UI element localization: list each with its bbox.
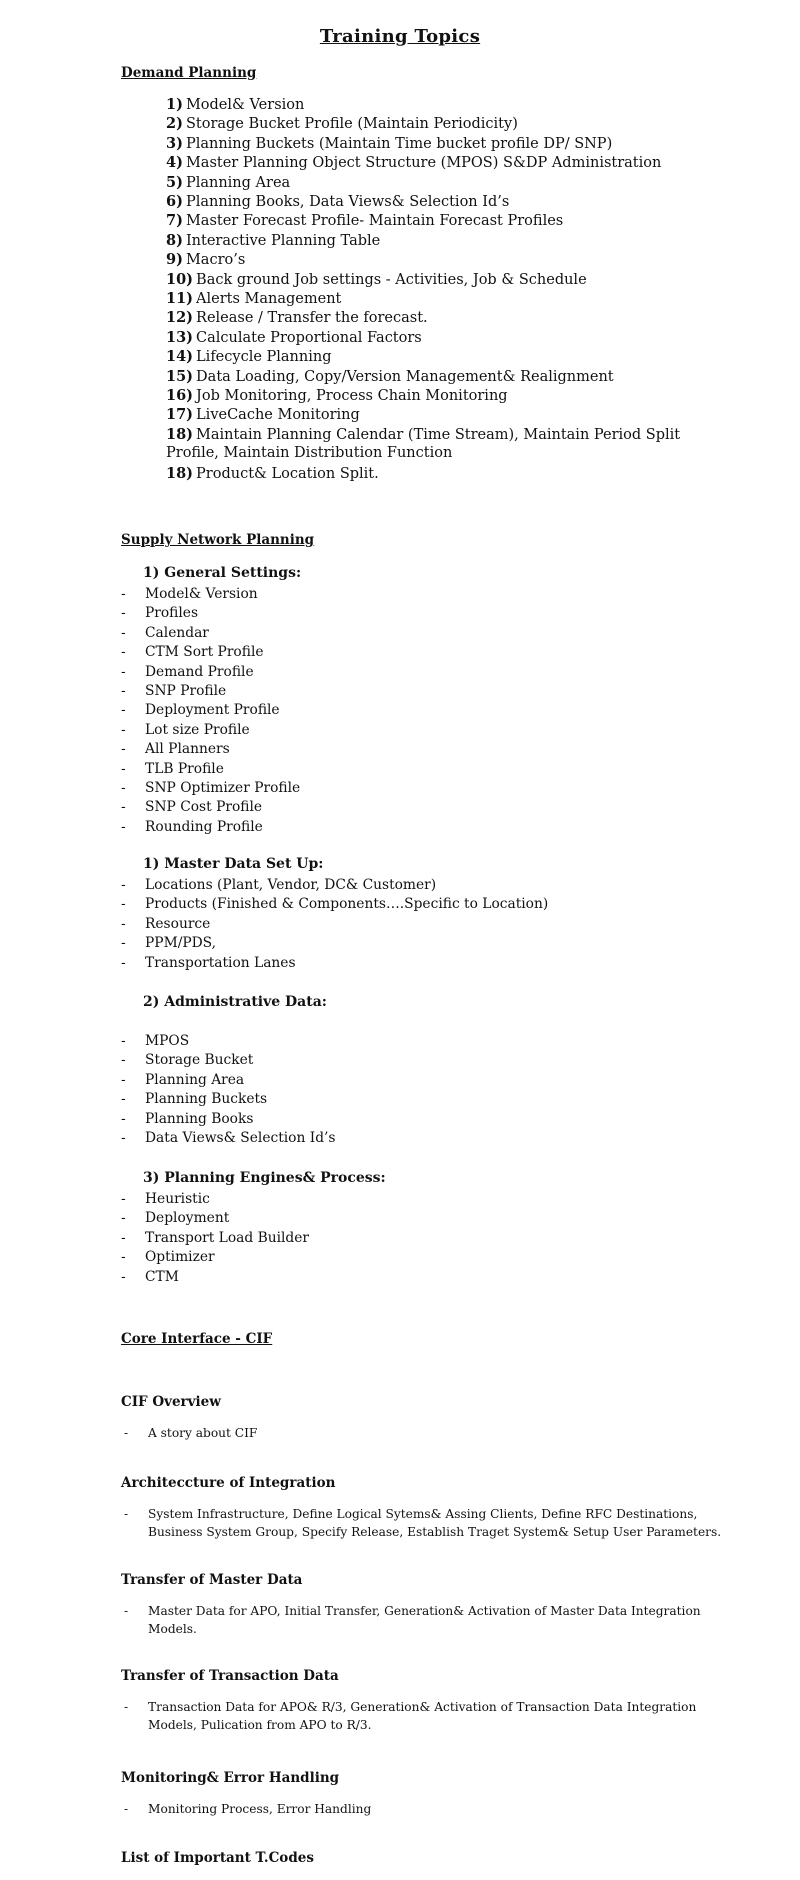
general-settings-item bbox=[121, 798, 262, 817]
item-number: 10) bbox=[166, 270, 194, 288]
demand-planning-item bbox=[166, 464, 379, 484]
item-number: 3) bbox=[166, 134, 183, 152]
demand-planning-item bbox=[166, 347, 332, 367]
item-text: Lifecycle Planning bbox=[196, 349, 332, 366]
dash-bullet: - bbox=[121, 1033, 126, 1049]
list-item-text: Heuristic bbox=[145, 1191, 210, 1207]
item-text: Interactive Planning Table bbox=[185, 232, 381, 249]
dash-bullet: - bbox=[121, 1268, 126, 1285]
item-text: Planning Buckets (Maintain Time bucket profile DP/ SNP) bbox=[185, 135, 613, 152]
dash-bullet: - bbox=[121, 586, 126, 602]
master-data-item bbox=[121, 915, 210, 934]
item-text: Alerts Management bbox=[196, 291, 342, 307]
list-item-text: Lot size Profile bbox=[145, 721, 250, 738]
item-text: Profile, Maintain Distribution Function bbox=[166, 445, 453, 462]
demand-planning-item bbox=[166, 308, 428, 328]
dash-bullet: - bbox=[121, 644, 126, 661]
list-item-text: Products (Finished & Components….Specific to Location) bbox=[145, 896, 549, 913]
item-text: Planning Area bbox=[185, 174, 291, 191]
master-data-item bbox=[121, 934, 216, 953]
item-text: Product& Location Split. bbox=[196, 465, 379, 482]
dash-bullet: - bbox=[121, 721, 126, 738]
list-item-text: Calendar bbox=[145, 624, 209, 641]
general-settings-item bbox=[121, 760, 224, 779]
planning-engines-item bbox=[121, 1209, 229, 1228]
item-text: LiveCache Monitoring bbox=[196, 407, 360, 424]
dash-bullet: - bbox=[121, 1191, 126, 1207]
planning-engines-item bbox=[121, 1190, 210, 1209]
dash-bullet: - bbox=[121, 683, 126, 699]
demand-planning-item bbox=[166, 192, 509, 212]
snp-heading: Supply Network Planning bbox=[121, 532, 315, 548]
general-settings-item bbox=[121, 585, 258, 604]
list-item-text: TLB Profile bbox=[145, 760, 224, 777]
administrative-data-item bbox=[121, 1110, 253, 1129]
cif-section-heading: Transfer of Transaction Data bbox=[121, 1668, 339, 1684]
dash-bullet: - bbox=[121, 896, 126, 913]
general-settings-item bbox=[121, 663, 254, 682]
list-item-text: PPM/PDS, bbox=[145, 935, 217, 952]
cif-line-text: Models. bbox=[148, 1621, 197, 1636]
general-settings-item bbox=[121, 624, 209, 643]
item-number: 18) bbox=[166, 425, 194, 443]
list-item-text: SNP Profile bbox=[145, 683, 227, 699]
list-item-text: Optimizer bbox=[145, 1249, 215, 1266]
list-item-text: Resource bbox=[145, 915, 211, 932]
dash-bullet: - bbox=[121, 954, 126, 971]
list-item-text: CTM Sort Profile bbox=[145, 644, 264, 661]
dash-bullet: - bbox=[121, 1229, 126, 1246]
list-item-text: Transport Load Builder bbox=[145, 1229, 310, 1246]
demand-planning-item bbox=[166, 328, 422, 348]
general-settings-item bbox=[121, 779, 300, 798]
item-text: Planning Books, Data Views& Selection Id’s bbox=[185, 194, 510, 210]
general-settings-item bbox=[121, 682, 226, 701]
item-number: 1) bbox=[166, 96, 183, 113]
cif-section-heading: Transfer of Master Data bbox=[121, 1572, 303, 1588]
demand-planning-item bbox=[166, 153, 661, 173]
dash-bullet: - bbox=[121, 663, 126, 680]
dash-bullet: - bbox=[124, 1426, 129, 1440]
demand-planning-item bbox=[166, 134, 612, 154]
list-item-text: Data Views& Selection Id’s bbox=[145, 1130, 336, 1146]
general-settings-item bbox=[121, 721, 250, 740]
list-item-text: Rounding Profile bbox=[145, 818, 263, 835]
demand-planning-item bbox=[166, 386, 508, 406]
item-text: Calculate Proportional Factors bbox=[196, 329, 422, 346]
general-settings-item bbox=[121, 818, 263, 837]
planning-engines-heading: 3) Planning Engines& Process: bbox=[143, 1170, 386, 1186]
general-settings-item bbox=[121, 740, 230, 759]
administrative-data-item bbox=[121, 1051, 253, 1070]
demand-planning-item bbox=[166, 367, 614, 387]
general-settings-item bbox=[121, 604, 198, 623]
demand-planning-item bbox=[166, 114, 518, 134]
planning-engines-item bbox=[121, 1248, 215, 1267]
list-item-text: All Planners bbox=[145, 741, 230, 758]
page-title: Training Topics bbox=[319, 26, 481, 47]
dash-bullet: - bbox=[121, 1091, 126, 1108]
administrative-data-heading: 2) Administrative Data: bbox=[143, 994, 327, 1010]
demand-planning-item bbox=[166, 405, 360, 425]
item-number: 12) bbox=[166, 309, 194, 327]
demand-planning-item bbox=[166, 425, 680, 445]
list-item-text: MPOS bbox=[145, 1033, 190, 1049]
cif-section-heading: Monitoring& Error Handling bbox=[121, 1770, 340, 1786]
general-settings-item bbox=[121, 701, 280, 720]
demand-planning-item bbox=[166, 270, 587, 290]
dash-bullet: - bbox=[121, 935, 126, 952]
list-item-text: Planning Books bbox=[145, 1110, 254, 1127]
cif-section-heading: List of Important T.Codes bbox=[121, 1850, 314, 1866]
master-data-heading: 1) Master Data Set Up: bbox=[143, 856, 324, 872]
dash-bullet: - bbox=[124, 1604, 129, 1618]
administrative-data-item bbox=[121, 1129, 336, 1148]
demand-planning-item bbox=[166, 173, 290, 193]
item-number: 9) bbox=[166, 251, 183, 269]
item-number: 14) bbox=[166, 348, 194, 366]
cif-section-heading: CIF Overview bbox=[121, 1394, 221, 1410]
list-item-text: SNP Cost Profile bbox=[145, 799, 263, 816]
dash-bullet: - bbox=[121, 760, 126, 777]
demand-planning-item bbox=[166, 231, 380, 251]
list-item-text: CTM bbox=[145, 1268, 179, 1285]
item-number: 13) bbox=[166, 328, 194, 346]
item-number: 7) bbox=[166, 212, 183, 230]
list-item-text: Planning Area bbox=[145, 1071, 245, 1088]
cif-line-text: Models, Pulication from APO to R/3. bbox=[148, 1717, 372, 1732]
item-number: 6) bbox=[166, 193, 183, 210]
list-item-text: Deployment Profile bbox=[145, 702, 280, 719]
item-number: 18) bbox=[166, 464, 194, 482]
cif-line-text: System Infrastructure, Define Logical Sytems& Assing Clients, Define RFC Destinations, bbox=[148, 1507, 698, 1521]
item-number: 11) bbox=[166, 290, 194, 307]
cif-line-text: Business System Group, Specify Release, Establish Traget System& Setup User Parameters. bbox=[148, 1524, 722, 1539]
list-item-text: Locations (Plant, Vendor, DC& Customer) bbox=[145, 877, 437, 893]
item-number: 16) bbox=[166, 387, 194, 404]
dash-bullet: - bbox=[121, 877, 126, 893]
demand-planning-item bbox=[166, 289, 341, 309]
item-text: Data Loading, Copy/Version Management& Realignment bbox=[196, 368, 614, 385]
dash-bullet: - bbox=[121, 1052, 126, 1069]
dash-bullet: - bbox=[121, 1249, 126, 1266]
item-text: Back ground Job settings - Activities, Job & Schedule bbox=[196, 271, 587, 288]
item-text: Release / Transfer the forecast. bbox=[196, 310, 428, 327]
item-number: 17) bbox=[166, 406, 194, 424]
dash-bullet: - bbox=[124, 1802, 129, 1816]
item-text: Macro’s bbox=[185, 252, 246, 269]
general-settings-heading: 1) General Settings: bbox=[143, 565, 302, 581]
list-item-text: Deployment bbox=[145, 1210, 230, 1227]
item-text: Master Forecast Profile- Maintain Forecast Profiles bbox=[185, 213, 564, 230]
dash-bullet: - bbox=[124, 1507, 129, 1521]
cif-line-text: A story about CIF bbox=[148, 1426, 258, 1440]
item-number: 4) bbox=[166, 154, 183, 172]
cif-line-text: Transaction Data for APO& R/3, Generation& Activation of Transaction Data Integration bbox=[148, 1700, 697, 1714]
list-item-text: Profiles bbox=[145, 605, 199, 622]
general-settings-item bbox=[121, 643, 264, 662]
item-text: Job Monitoring, Process Chain Monitoring bbox=[196, 388, 508, 404]
dash-bullet: - bbox=[121, 780, 126, 796]
item-text: Maintain Planning Calendar (Time Stream), Maintain Period Split bbox=[196, 426, 681, 443]
dash-bullet: - bbox=[121, 624, 126, 641]
demand-planning-heading: Demand Planning bbox=[121, 65, 257, 81]
planning-engines-item bbox=[121, 1229, 309, 1248]
item-text: Master Planning Object Structure (MPOS) S&DP Administration bbox=[185, 155, 662, 172]
list-item-text: Storage Bucket bbox=[145, 1052, 254, 1069]
dash-bullet: - bbox=[121, 915, 126, 932]
dash-bullet: - bbox=[121, 818, 126, 835]
item-number: 2) bbox=[166, 115, 183, 133]
administrative-data-item bbox=[121, 1090, 267, 1109]
planning-engines-item bbox=[121, 1268, 179, 1287]
dash-bullet: - bbox=[121, 799, 126, 816]
cif-line-text: Master Data for APO, Initial Transfer, Generation& Activation of Master Data Integration bbox=[148, 1604, 701, 1618]
demand-planning-item bbox=[166, 250, 245, 270]
cif-heading: Core Interface - CIF bbox=[121, 1331, 273, 1347]
item-number: 8) bbox=[166, 231, 183, 249]
list-item-text: Demand Profile bbox=[145, 663, 254, 680]
cif-line-text: Monitoring Process, Error Handling bbox=[148, 1802, 372, 1816]
dash-bullet: - bbox=[121, 1110, 126, 1127]
list-item-text: Transportation Lanes bbox=[145, 954, 296, 971]
dash-bullet: - bbox=[124, 1700, 129, 1714]
dash-bullet: - bbox=[121, 1071, 126, 1088]
demand-planning-item bbox=[166, 211, 563, 231]
list-item-text: Planning Buckets bbox=[145, 1091, 268, 1108]
dash-bullet: - bbox=[121, 1210, 126, 1227]
master-data-item bbox=[121, 954, 296, 973]
dash-bullet: - bbox=[121, 741, 126, 758]
administrative-data-item bbox=[121, 1071, 244, 1090]
list-item-text: SNP Optimizer Profile bbox=[145, 780, 301, 796]
cif-section-heading: Architeccture of Integration bbox=[121, 1475, 336, 1491]
item-text: Storage Bucket Profile (Maintain Periodicity) bbox=[185, 116, 518, 133]
item-number: 15) bbox=[166, 367, 194, 385]
dash-bullet: - bbox=[121, 702, 126, 719]
demand-planning-item bbox=[166, 444, 452, 463]
item-number: 5) bbox=[166, 173, 183, 191]
master-data-item bbox=[121, 895, 548, 914]
demand-planning-item bbox=[166, 95, 304, 115]
dash-bullet: - bbox=[121, 605, 126, 622]
master-data-item bbox=[121, 876, 436, 895]
administrative-data-item bbox=[121, 1032, 189, 1051]
list-item-text: Model& Version bbox=[145, 586, 258, 602]
dash-bullet: - bbox=[121, 1130, 126, 1146]
item-text: Model& Version bbox=[185, 97, 305, 113]
